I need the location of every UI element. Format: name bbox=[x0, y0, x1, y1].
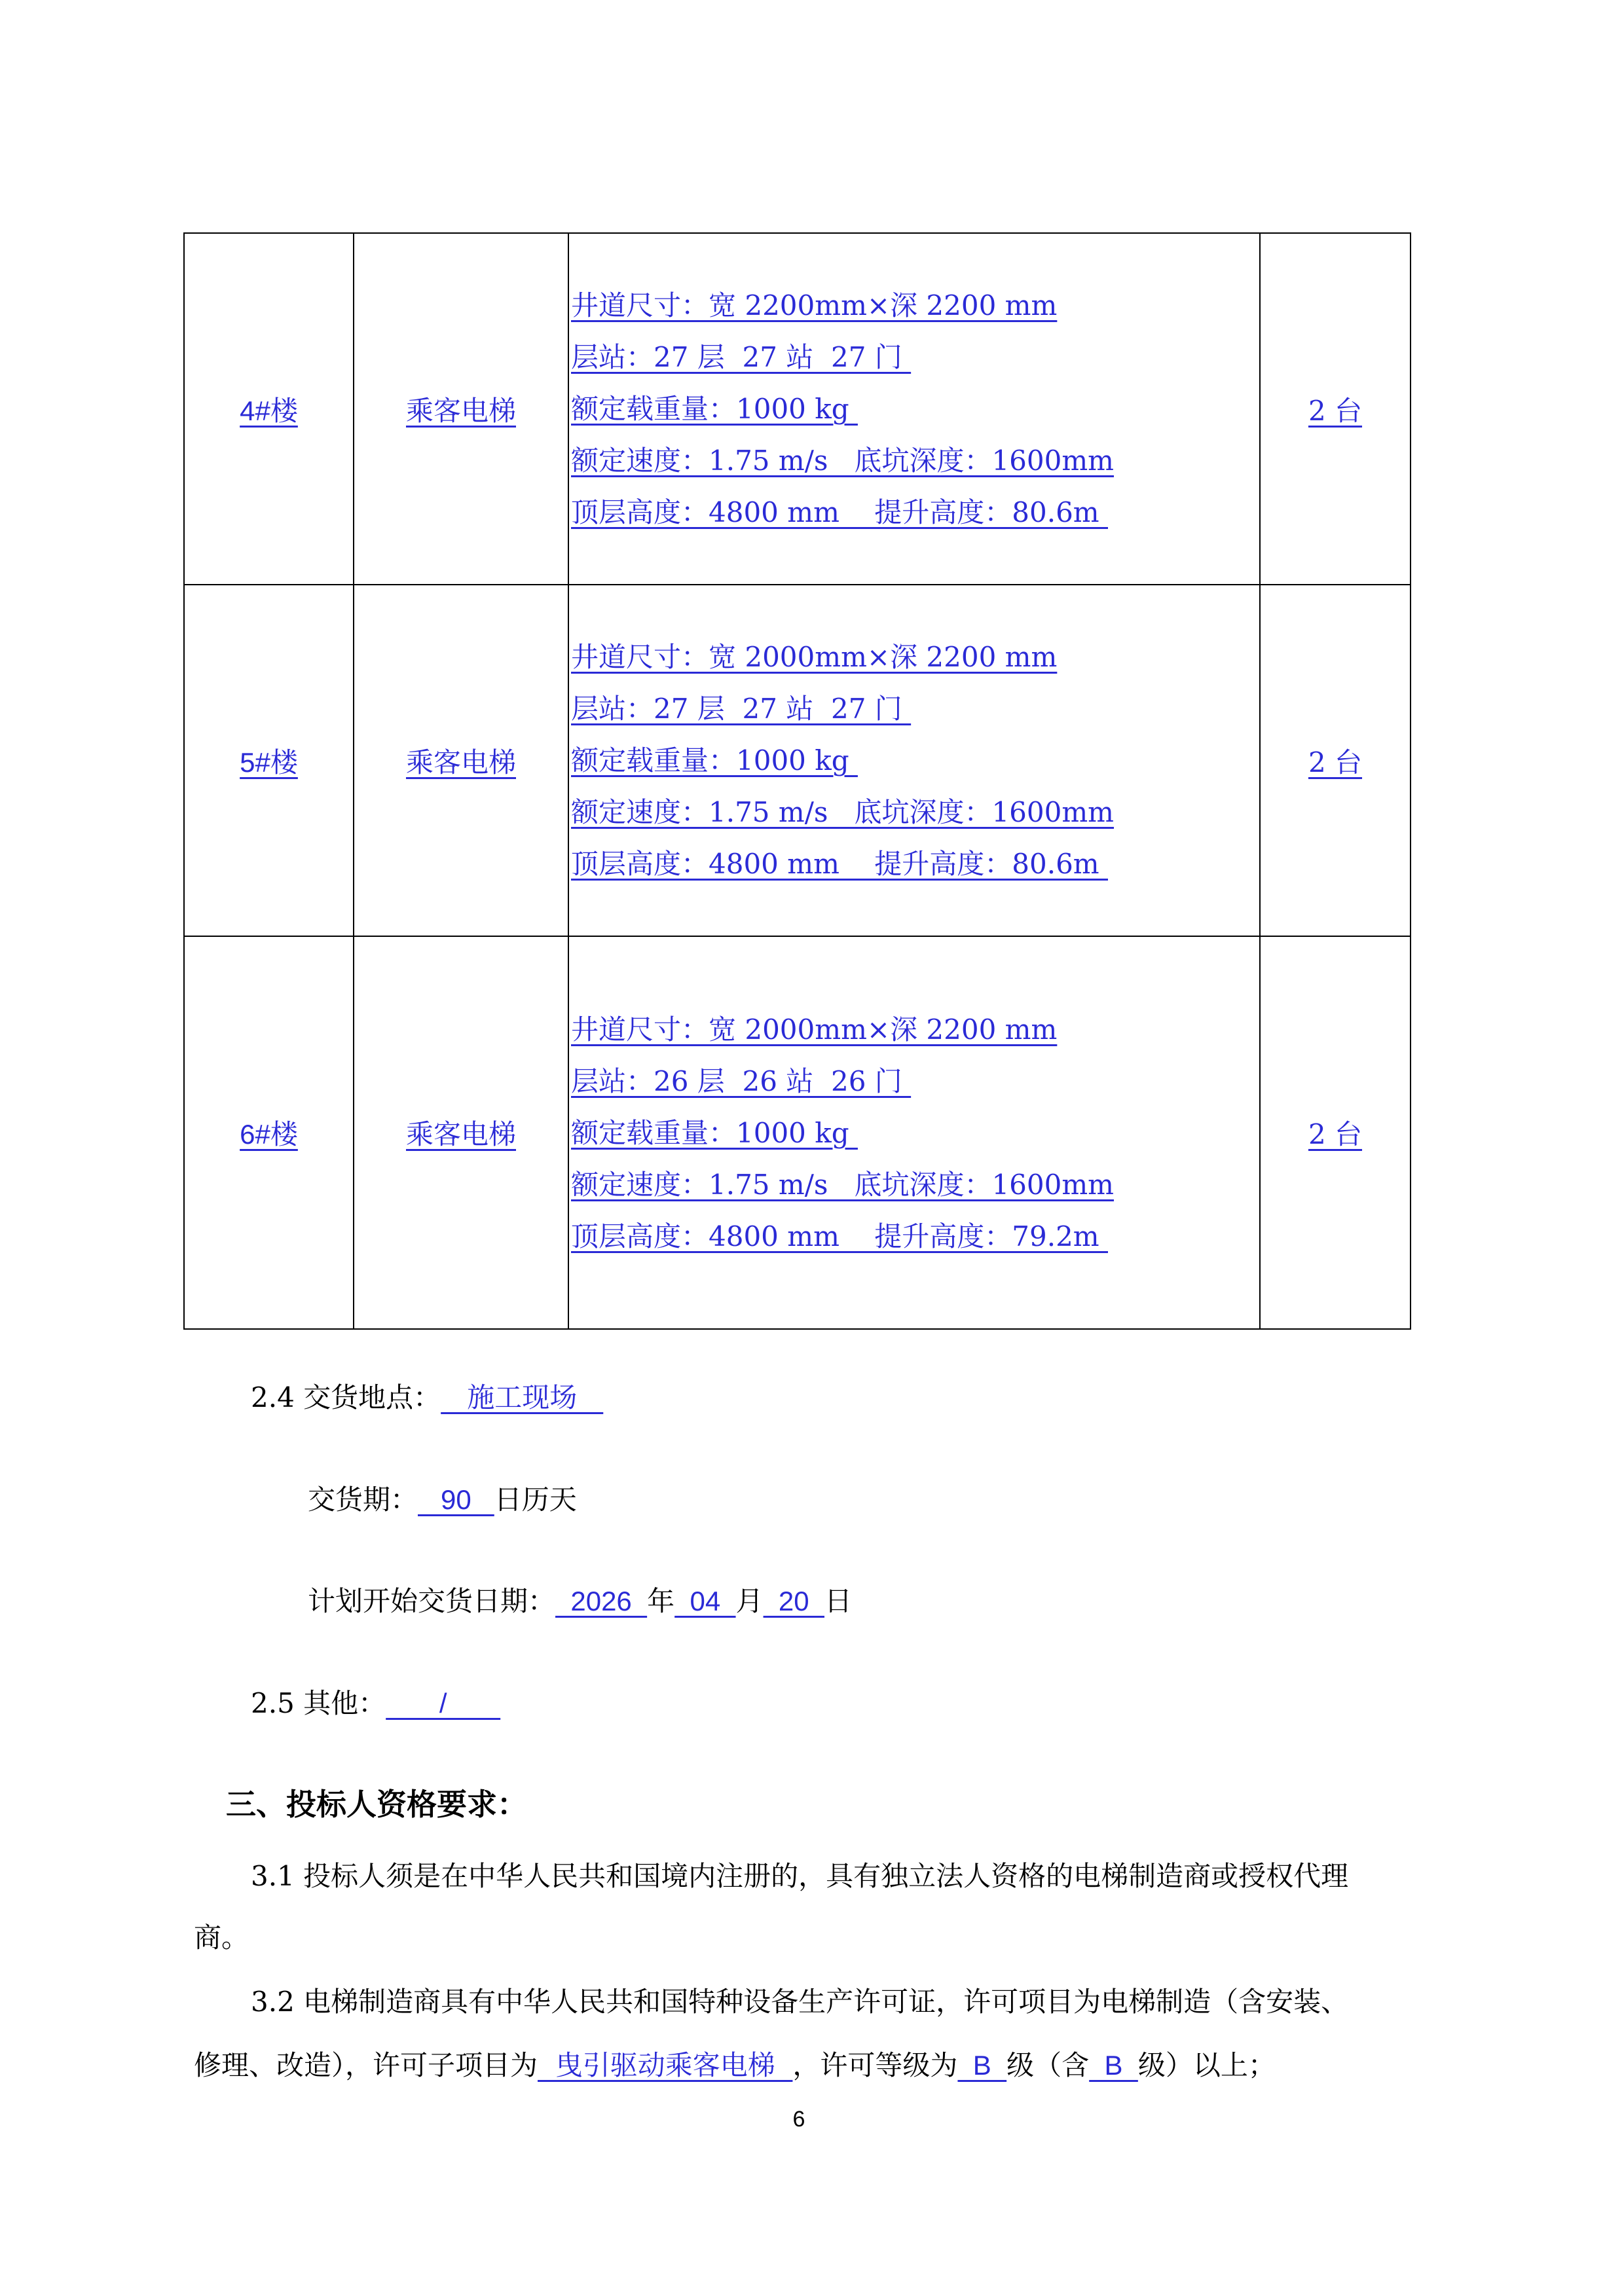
spec-line: 层站：27 层 27 站 27 门 bbox=[571, 693, 912, 725]
elevator-type-cell: 乘客电梯 bbox=[405, 1118, 516, 1150]
qualification-3-2-line2 bbox=[194, 2046, 1276, 2085]
elevator-spec-table bbox=[183, 232, 1411, 1330]
qualification-3-1-line2: 商。 bbox=[194, 1922, 249, 1954]
year-unit: 年 bbox=[647, 1585, 675, 1617]
spec-line: 顶层高度：4800 mm 提升高度：80.6m bbox=[571, 496, 1108, 528]
elevator-type-cell: 乘客电梯 bbox=[405, 746, 516, 778]
table-row bbox=[184, 585, 1411, 936]
delivery-period-label: 交货期： bbox=[308, 1484, 418, 1516]
subitem-prefix: 修理、改造），许可子项目为 bbox=[194, 2049, 538, 2081]
spec-line: 井道尺寸：宽 2000mm×深 2200 mm bbox=[571, 641, 1058, 673]
other-line bbox=[251, 1684, 500, 1723]
table-row bbox=[184, 233, 1411, 585]
delivery-period-line bbox=[308, 1480, 577, 1520]
delivery-place-label: 2.4 交货地点： bbox=[251, 1381, 441, 1413]
other-label: 2.5 其他： bbox=[251, 1687, 386, 1719]
spec-line: 层站：27 层 27 站 27 门 bbox=[571, 341, 912, 373]
spec-line: 额定速度：1.75 m/s 底坑深度：1600mm bbox=[571, 445, 1114, 477]
building-cell: 4#楼 bbox=[240, 395, 298, 426]
day-value: 20 bbox=[763, 1586, 824, 1616]
delivery-period-unit: 日历天 bbox=[494, 1484, 577, 1516]
month-unit: 月 bbox=[735, 1585, 764, 1617]
month-value: 04 bbox=[674, 1586, 736, 1616]
spec-line: 额定载重量：1000 kg bbox=[571, 744, 858, 776]
spec-line: 井道尺寸：宽 2000mm×深 2200 mm bbox=[571, 1013, 1058, 1046]
delivery-period-value: 90 bbox=[418, 1484, 494, 1515]
spec-line: 井道尺寸：宽 2200mm×深 2200 mm bbox=[571, 289, 1058, 321]
year-value: 2026 bbox=[555, 1586, 648, 1616]
spec-line: 额定速度：1.75 m/s 底坑深度：1600mm bbox=[571, 1168, 1114, 1201]
start-date-label: 计划开始交货日期： bbox=[308, 1585, 556, 1617]
page-number: 6 bbox=[792, 2107, 805, 2132]
license-grade-value-2: B bbox=[1089, 2050, 1138, 2081]
spec-line: 顶层高度：4800 mm 提升高度：79.2m bbox=[571, 1220, 1108, 1252]
grade-mid: 级（含 bbox=[1006, 2049, 1090, 2081]
section3-heading: 三、投标人资格要求： bbox=[226, 1787, 527, 1822]
license-grade-value: B bbox=[957, 2050, 1007, 2081]
other-value: / bbox=[386, 1688, 501, 1719]
spec-line: 层站：26 层 26 站 26 门 bbox=[571, 1065, 912, 1097]
building-cell: 6#楼 bbox=[240, 1119, 298, 1150]
grade-suffix: 级）以上； bbox=[1137, 2049, 1276, 2081]
license-subitem-value: 曳引驱动乘客电梯 bbox=[538, 2049, 793, 2081]
quantity-cell: 2 台 bbox=[1308, 1118, 1363, 1150]
quantity-cell: 2 台 bbox=[1308, 746, 1363, 778]
delivery-place-value: 施工现场 bbox=[441, 1381, 604, 1413]
building-cell: 5#楼 bbox=[240, 746, 298, 778]
spec-line: 额定载重量：1000 kg bbox=[571, 1116, 858, 1149]
spec-line: 额定速度：1.75 m/s 底坑深度：1600mm bbox=[571, 796, 1114, 828]
day-unit: 日 bbox=[824, 1585, 852, 1617]
grade-prefix: ，许可等级为 bbox=[792, 2049, 958, 2081]
spec-line: 额定载重量：1000 kg bbox=[571, 393, 858, 425]
elevator-type-cell: 乘客电梯 bbox=[405, 394, 516, 427]
table-row bbox=[184, 936, 1411, 1329]
qualification-3-1-line1: 3.1 投标人须是在中华人民共和国境内注册的，具有独立法人资格的电梯制造商或授权代理 bbox=[251, 1860, 1349, 1892]
spec-line: 顶层高度：4800 mm 提升高度：80.6m bbox=[571, 848, 1108, 880]
qualification-3-2-line1: 3.2 电梯制造商具有中华人民共和国特种设备生产许可证，许可项目为电梯制造（含安装、 bbox=[251, 1986, 1349, 2018]
delivery-place-line bbox=[251, 1378, 603, 1417]
quantity-cell: 2 台 bbox=[1308, 394, 1363, 427]
start-date-line bbox=[308, 1582, 852, 1621]
